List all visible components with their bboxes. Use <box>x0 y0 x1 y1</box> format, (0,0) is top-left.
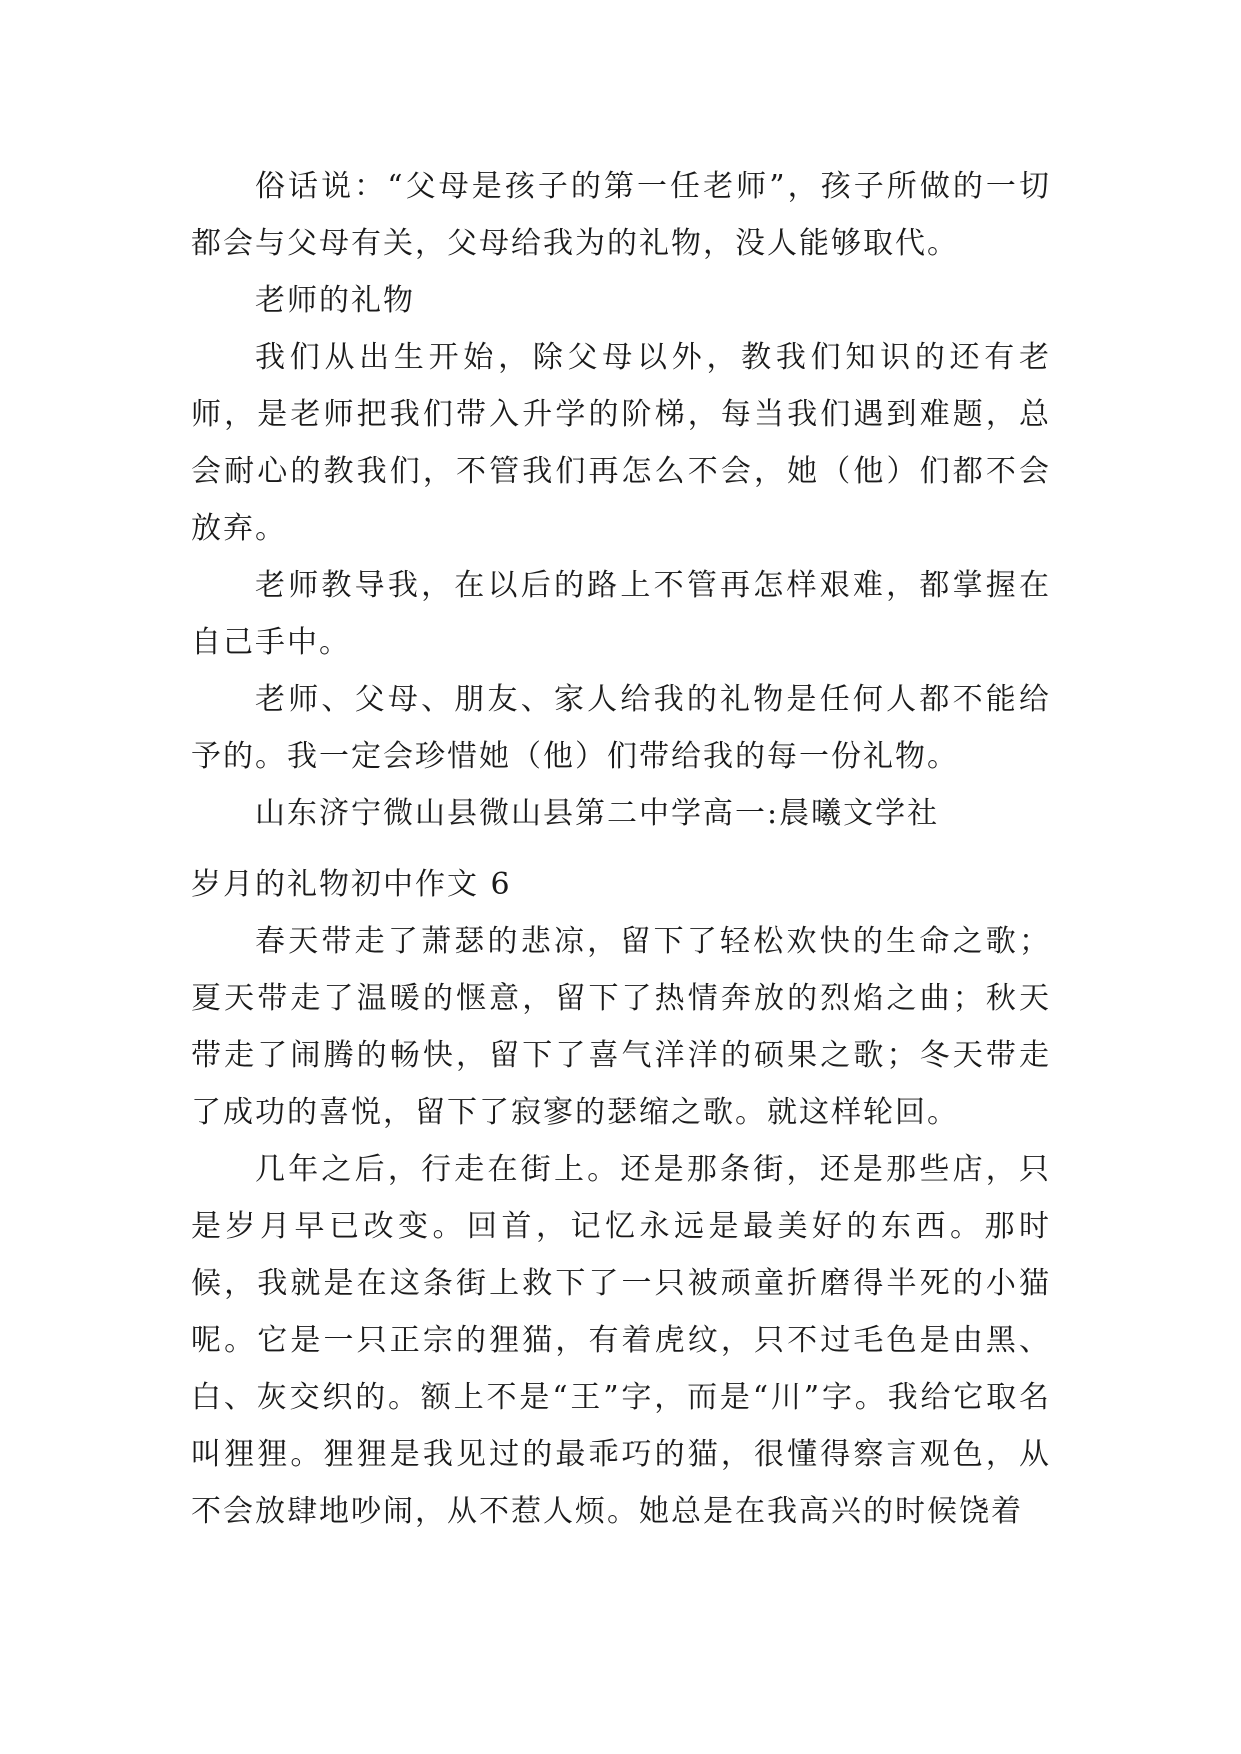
paragraph-teacher-guidance: 老师教导我，在以后的路上不管再怎样艰难，都掌握在自己手中。 <box>191 568 1051 660</box>
paragraph-cherish-gifts: 老师、父母、朋友、家人给我的礼物是任何人都不能给予的。我一定会珍惜她（他）们带给我的每一份礼物。 <box>191 682 1051 774</box>
section-one <box>191 158 1051 842</box>
paragraph-teachers: 我们从出生开始，除父母以外，教我们知识的还有老师，是老师把我们带入升学的阶梯，每当我们遇到难题，总会耐心的教我们，不管我们再怎么不会，她（他）们都不会放弃。 <box>191 340 1051 546</box>
paragraph-parents-gift: 俗话说：“父母是孩子的第一任老师”，孩子所做的一切都会与父母有关，父母给我为的礼物，没人能够取代。 <box>191 169 1051 261</box>
essay-title: 岁月的礼物初中作文 6 <box>191 867 512 902</box>
subheading-teacher-gift: 老师的礼物 <box>255 283 415 318</box>
section-two <box>191 856 1051 1540</box>
author-signature: 山东济宁微山县微山县第二中学高一:晨曦文学社 <box>255 796 940 831</box>
paragraph-cat-memory: 几年之后，行走在街上。还是那条街，还是那些店，只是岁月早已改变。回首，记忆永远是最美好的东西。那时候，我就是在这条街上救下了一只被顽童折磨得半死的小猫呢。它是一只正宗的狸猫，有着虎纹，只不过毛色是由黑、白、灰交织的。额上不是“王”字，而是“川”字。我给它取名叫狸狸。狸狸是我见过的最乖巧的猫，很懂得察言观色，从不会放肆地吵闹，从不惹人烦。她总是在我高兴的时候饶着 <box>191 1152 1051 1529</box>
paragraph-seasons: 春天带走了萧瑟的悲凉，留下了轻松欢快的生命之歌；夏天带走了温暖的惬意，留下了热情奔放的烈焰之曲；秋天带走了闹腾的畅快，留下了喜气洋洋的硕果之歌；冬天带走了成功的喜悦，留下了寂寥的瑟缩之歌。就这样轮回。 <box>191 924 1051 1130</box>
